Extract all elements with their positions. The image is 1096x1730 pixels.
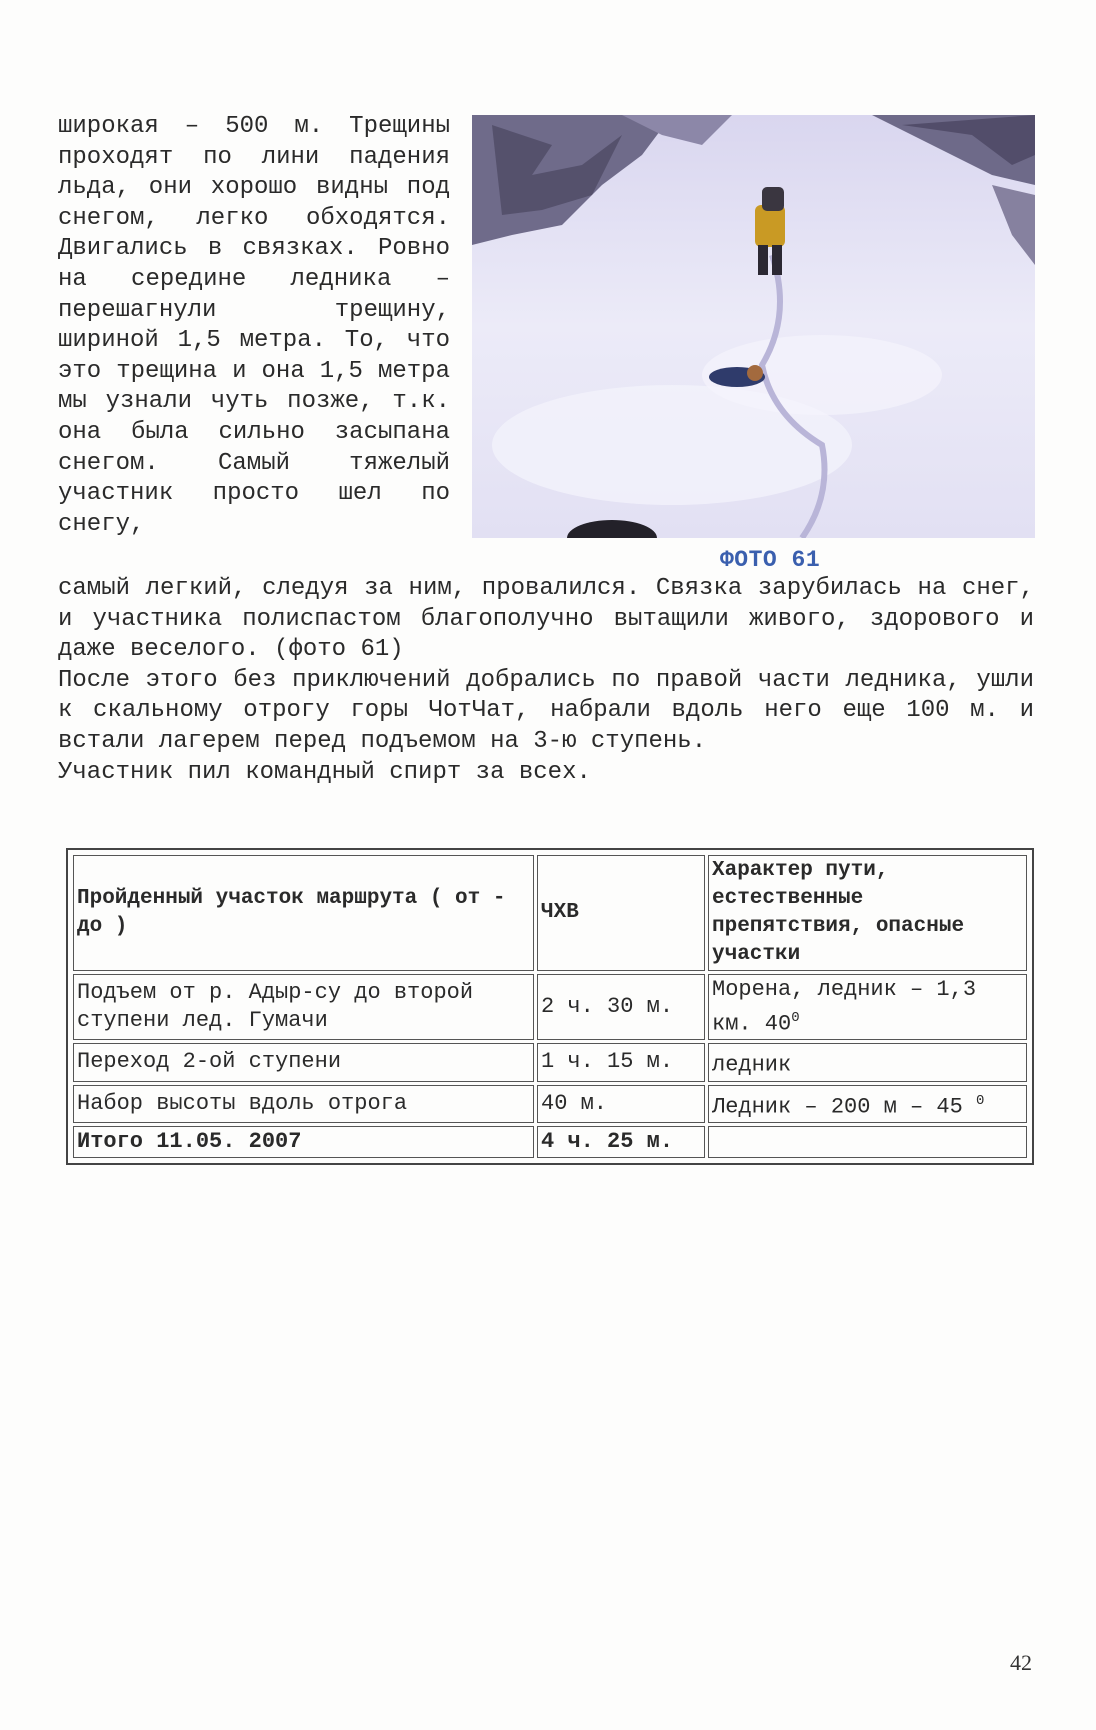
- header-character: Характер пути, естественные препятствия, опасные участки: [708, 855, 1027, 971]
- photo-illustration: [472, 115, 1035, 538]
- row-segment: Набор высоты вдоль отрога: [73, 1085, 534, 1123]
- page-number: 42: [1010, 1650, 1032, 1675]
- photo-glacier-crevasse-rescue: [472, 115, 1035, 538]
- table-header-row: [73, 855, 1027, 971]
- row-character-text: ледник: [712, 1052, 792, 1078]
- row-character: [708, 974, 1027, 1040]
- photo-caption: ФОТО 61: [720, 547, 821, 573]
- table-total-row: [73, 1126, 1027, 1158]
- table-row: [73, 1085, 1027, 1123]
- body-text: [58, 574, 1034, 788]
- header-time: ЧХВ: [537, 855, 705, 971]
- paragraph-participant: Участник пил командный спирт за всех.: [58, 758, 591, 786]
- total-character: [708, 1126, 1027, 1158]
- wrapped-paragraph: [58, 112, 450, 540]
- table-row: [73, 974, 1027, 1040]
- degree-superscript: 0: [791, 1010, 800, 1026]
- row-character: [708, 1043, 1027, 1081]
- row-time: 2 ч. 30 м.: [537, 974, 705, 1040]
- row-segment: Подъем от р. Адыр-су до второй ступени лед. Гумачи: [73, 974, 534, 1040]
- table-row: [73, 1043, 1027, 1081]
- total-segment: Итого 11.05. 2007: [73, 1126, 534, 1158]
- paragraph-rescue: самый легкий, следуя за ним, провалился. Связка зарубилась на снег, и участника полиспастом благополучно вытащили живого, здорового и даже веселого. (фото 61): [58, 575, 1034, 664]
- degree-superscript: 0: [976, 1092, 985, 1109]
- total-time: 4 ч. 25 м.: [537, 1126, 705, 1158]
- paragraph-camp: После этого без приключений добрались по правой части ледника, ушли к скальному отрогу горы ЧотЧат, набрали вдоль него еще 100 м. и встали лагерем перед подъемом на 3-ю ступень.: [58, 666, 1034, 755]
- row-character: [708, 1085, 1027, 1123]
- row-segment: Переход 2-ой ступени: [73, 1043, 534, 1081]
- row-time: 1 ч. 15 м.: [537, 1043, 705, 1081]
- row-character-text: Морена, ледник – 1,3 км. 40: [712, 977, 977, 1037]
- row-time: 40 м.: [537, 1085, 705, 1123]
- route-table: [70, 852, 1030, 1161]
- wrapped-paragraph-text: широкая – 500 м. Трещины проходят по лини падения льда, они хорошо видны под снегом, легко обходятся. Двигались в связках. Ровно на середине ледника – перешагнули трещину, шириной 1,5 метра. То, что это трещина и она 1,5 метра мы узнали чуть позже, т.к. она была сильно засыпана снегом. Самый тяжелый участник просто шел по снегу,: [58, 113, 450, 538]
- row-character-text: Ледник – 200 м – 45: [712, 1093, 977, 1119]
- header-segment: Пройденный участок маршрута ( от - до ): [73, 855, 534, 971]
- route-table-frame: [66, 848, 1034, 1165]
